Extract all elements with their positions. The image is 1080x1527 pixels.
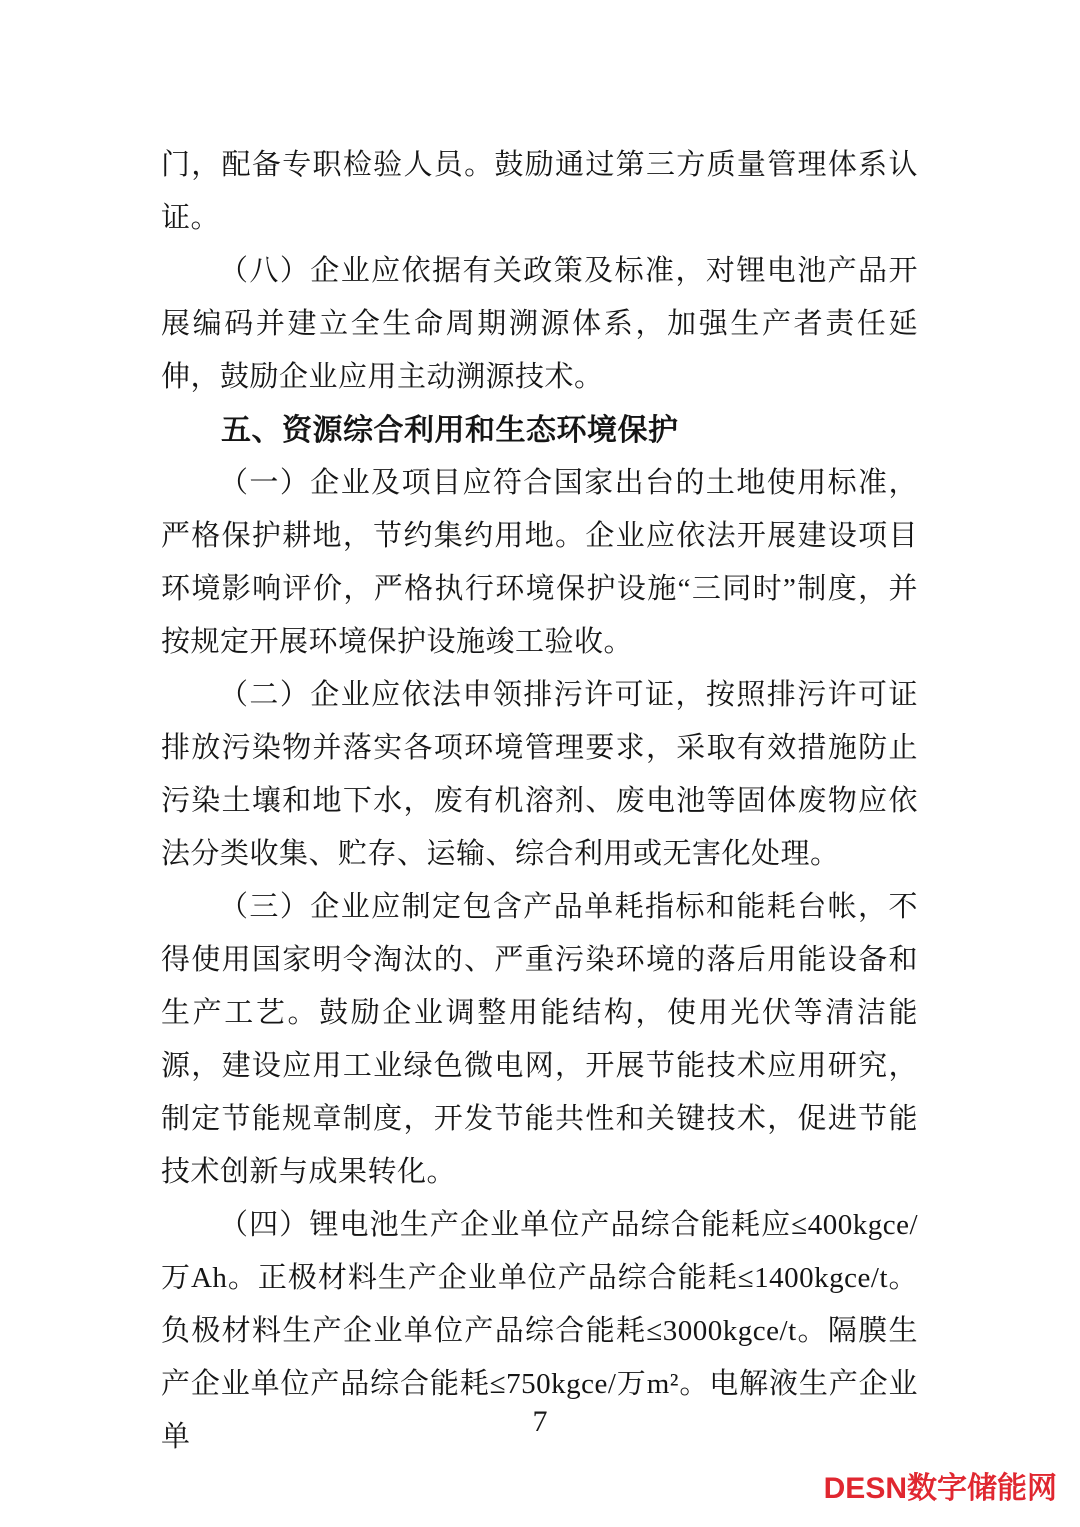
section-heading: 五、资源综合利用和生态环境保护 [221, 414, 679, 447]
paragraph-continuation: 门，配备专职检验人员。鼓励通过第三方质量管理体系认证。 [161, 149, 918, 234]
page-number: 7 [532, 1405, 548, 1438]
paragraph-item-2: （二）企业应依法申领排污许可证，按照排污许可证排放污染物并落实各项环境管理要求，采取有效措施防止污染土壤和地下水，废有机溶剂、废电池等固体废物应依法分类收集、贮存、运输、综合利用或无害化处理。 [161, 679, 918, 870]
paragraph-item-3: （三）企业应制定包含产品单耗指标和能耗台帐，不得使用国家明令淘汰的、严重污染环境的落后用能设备和生产工艺。鼓励企业调整用能结构，使用光伏等清洁能源，建设应用工业绿色微电网，开展节能技术应用研究，制定节能规章制度，开发节能共性和关键技术，促进节能技术创新与成果转化。 [161, 891, 918, 1188]
paragraph-item-1: （一）企业及项目应符合国家出台的土地使用标准，严格保护耕地，节约集约用地。企业应依法开展建设项目环境影响评价，严格执行环境保护设施“三同时”制度，并按规定开展环境保护设施竣工验收。 [161, 467, 918, 658]
paragraph-item-4: （四）锂电池生产企业单位产品综合能耗应≤400kgce/万Ah。正极材料生产企业单位产品综合能耗≤1400kgce/t。负极材料生产企业单位产品综合能耗≤3000kgce/t。隔膜生产企业单位产品综合能耗≤750kgce/万m²。电解液生产企业单 [161, 1209, 918, 1453]
paragraph-item-8: （八）企业应依据有关政策及标准，对锂电池产品开展编码并建立全生命周期溯源体系，加强生产者责任延伸，鼓励企业应用主动溯源技术。 [161, 255, 918, 393]
watermark-desn-logo: DESN数字储能网 [823, 1472, 1057, 1505]
document-body [161, 139, 918, 1464]
